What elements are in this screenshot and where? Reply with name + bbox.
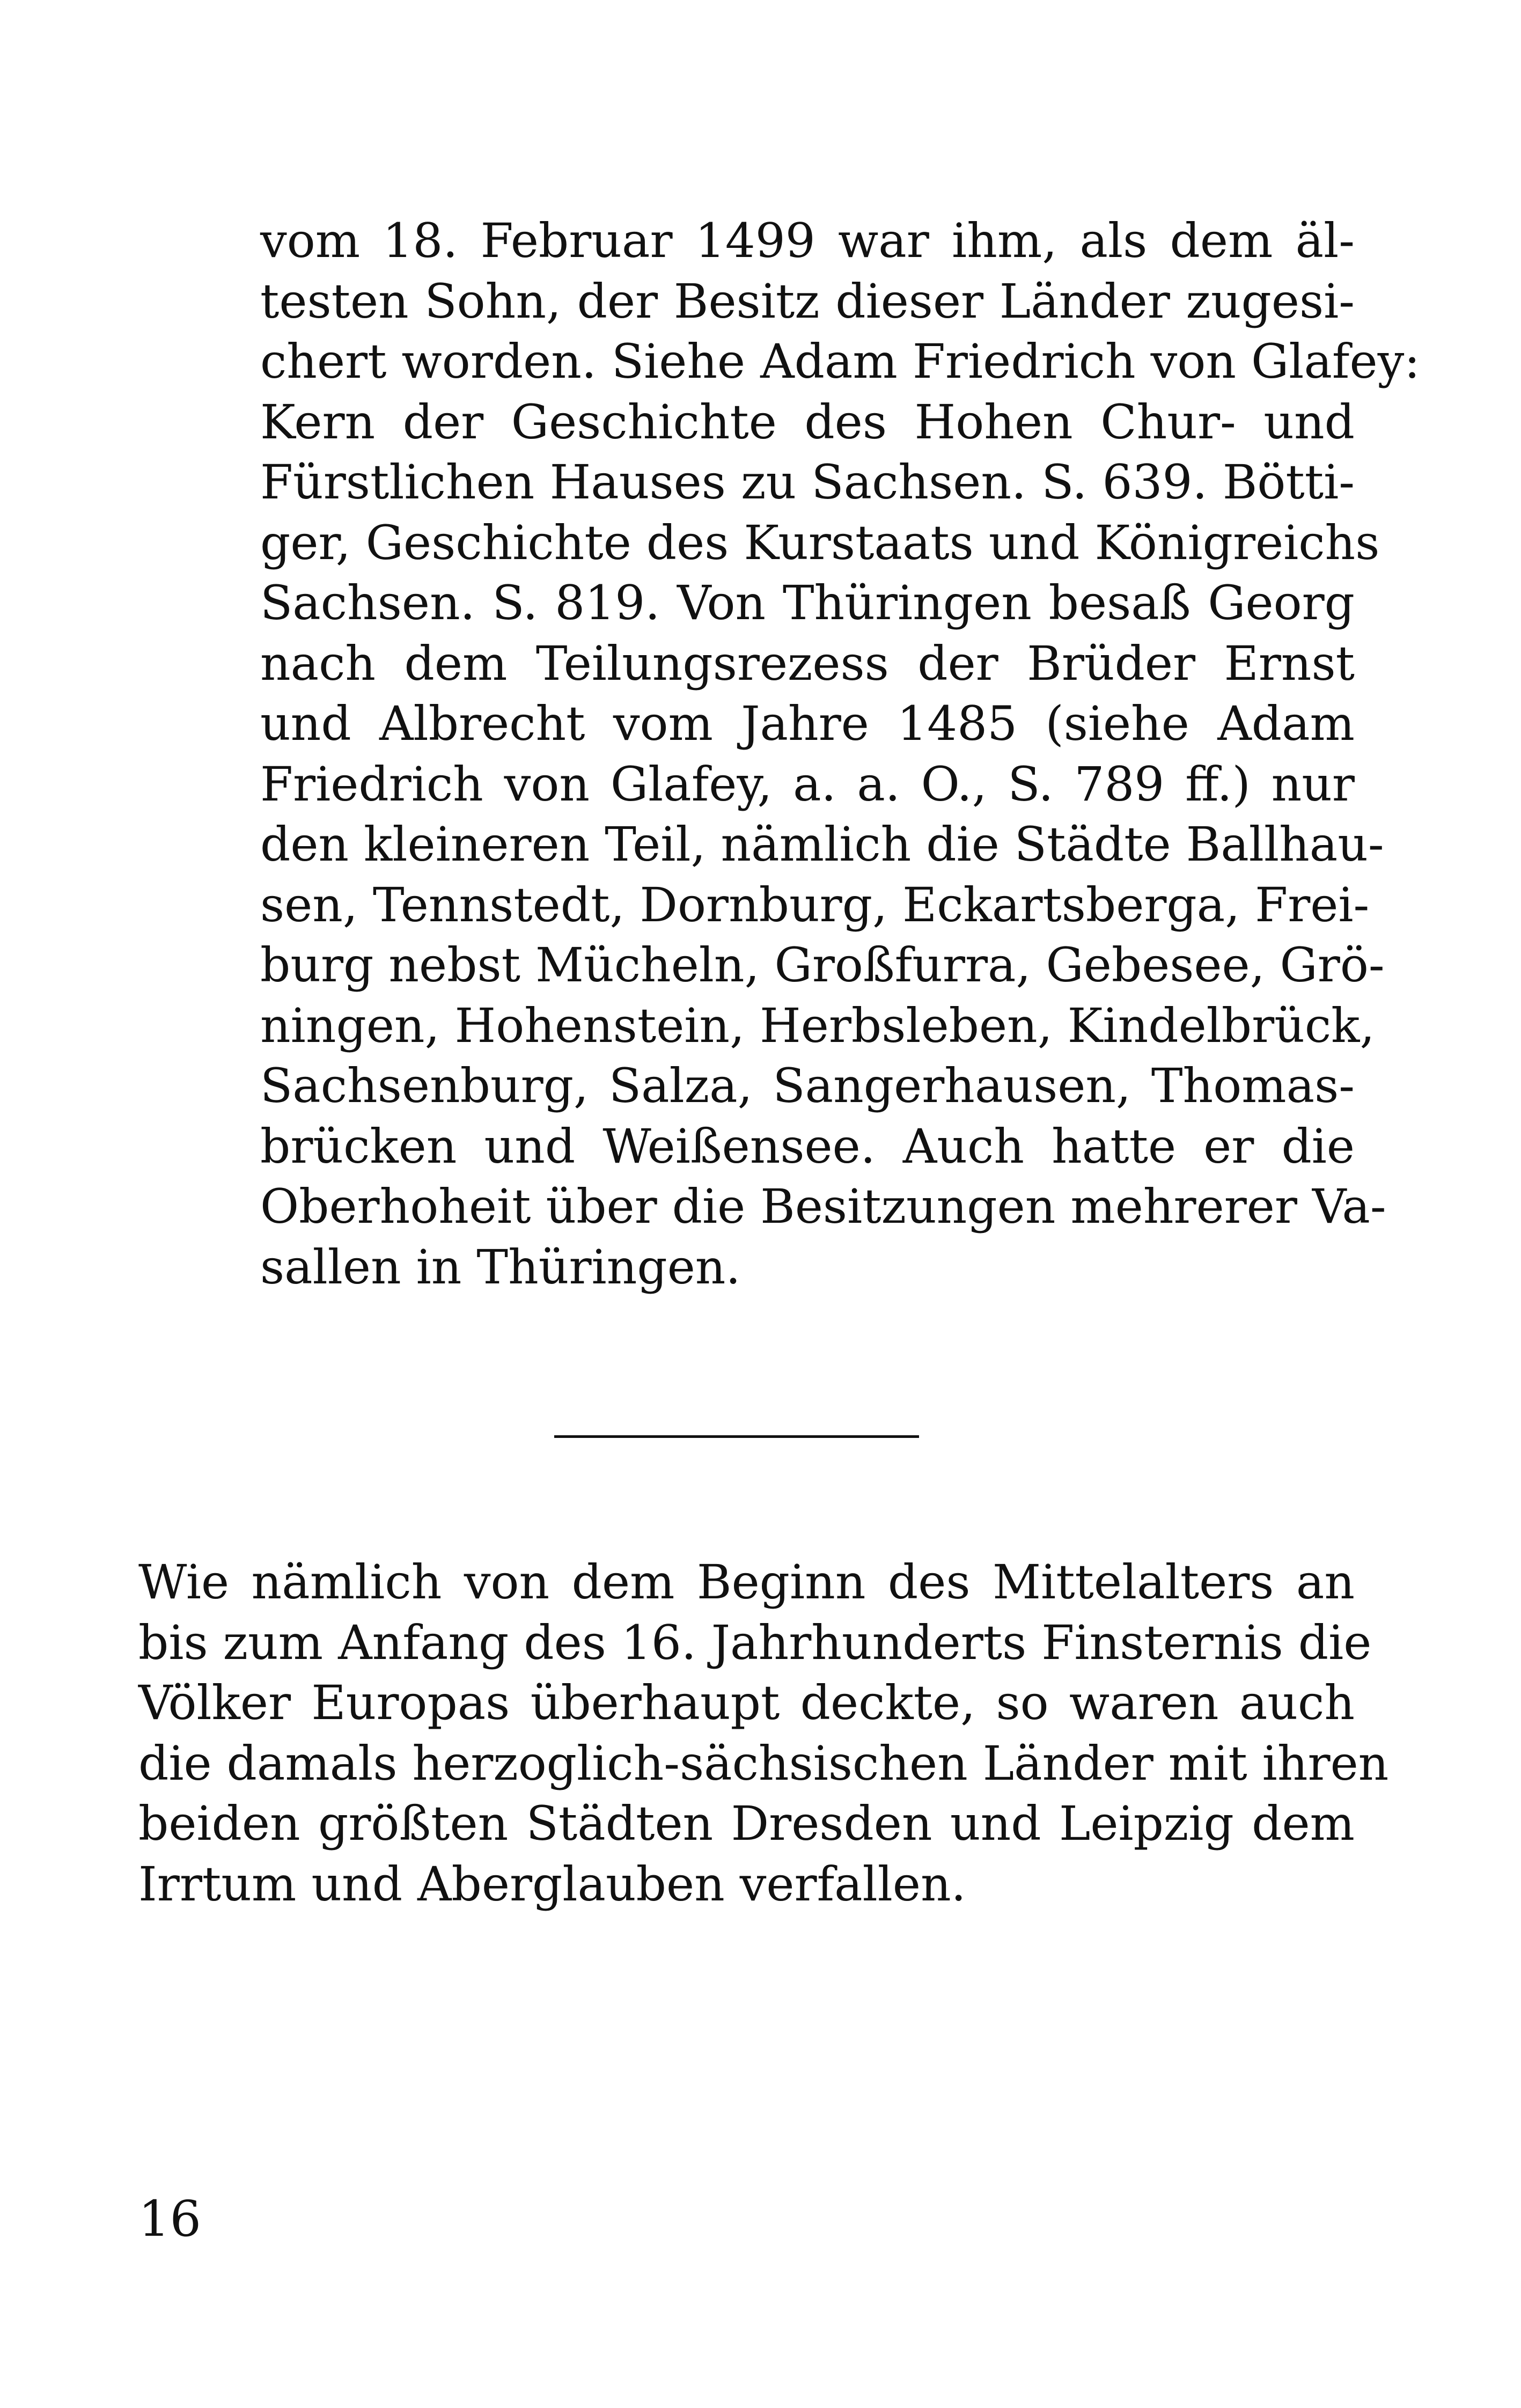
section-divider	[554, 1435, 919, 1438]
page-number: 16	[138, 2190, 202, 2248]
body-line: Wie nämlich von dem Beginn des Mittelalters an	[138, 1554, 1355, 1610]
body-line: bis zum Anfang des 16. Jahrhunderts Finsternis die	[138, 1614, 1372, 1670]
footnote-line: Fürstlichen Hauses zu Sachsen. S. 639. Bötti-	[260, 454, 1355, 510]
footnote-line: testen Sohn, der Besitz dieser Länder zugesi-	[260, 273, 1355, 329]
footnote-line: nach dem Teilungsrezess der Brüder Ernst	[260, 635, 1355, 691]
footnote-line: burg nebst Mücheln, Großfurra, Gebesee, Grö-	[260, 937, 1385, 993]
footnote-line: den kleineren Teil, nämlich die Städte Ballhau-	[260, 817, 1384, 872]
footnote-line: ger, Geschichte des Kurstaats und Königreichs	[260, 515, 1380, 570]
footnote-line: Sachsenburg, Salza, Sangerhausen, Thomas-	[260, 1058, 1355, 1113]
footnote-line: sallen in Thüringen.	[260, 1239, 741, 1295]
footnote-line: Friedrich von Glafey, a. a. O., S. 789 ff.) nur	[260, 756, 1355, 812]
body-line: Irrtum und Aberglauben verfallen.	[138, 1856, 966, 1912]
body-line: beiden größten Städten Dresden und Leipzig dem	[138, 1796, 1355, 1851]
footnote-line: sen, Tennstedt, Dornburg, Eckartsberga, Frei-	[260, 877, 1370, 933]
footnote-line: und Albrecht vom Jahre 1485 (siehe Adam	[260, 696, 1355, 751]
footnote-line: Sachsen. S. 819. Von Thüringen besaß Georg	[260, 575, 1355, 630]
footnote-text	[260, 211, 1420, 1297]
footnote-line: vom 18. Februar 1499 war ihm, als dem äl-	[260, 213, 1355, 268]
body-line: die damals herzoglich-sächsischen Länder mit ihren	[138, 1735, 1389, 1791]
footnote-line: ningen, Hohenstein, Herbsleben, Kindelbrück,	[260, 997, 1375, 1053]
footnote-line: chert worden. Siehe Adam Friedrich von Glafey:	[260, 334, 1420, 389]
footnote-line: Oberhoheit über die Besitzungen mehrerer Va-	[260, 1179, 1386, 1234]
footnote-line: Kern der Geschichte des Hohen Chur- und	[260, 394, 1355, 450]
body-paragraph	[138, 1552, 1389, 1914]
footnote-line: brücken und Weißensee. Auch hatte er die	[260, 1118, 1355, 1174]
body-line: Völker Europas überhaupt deckte, so waren auch	[138, 1675, 1355, 1730]
